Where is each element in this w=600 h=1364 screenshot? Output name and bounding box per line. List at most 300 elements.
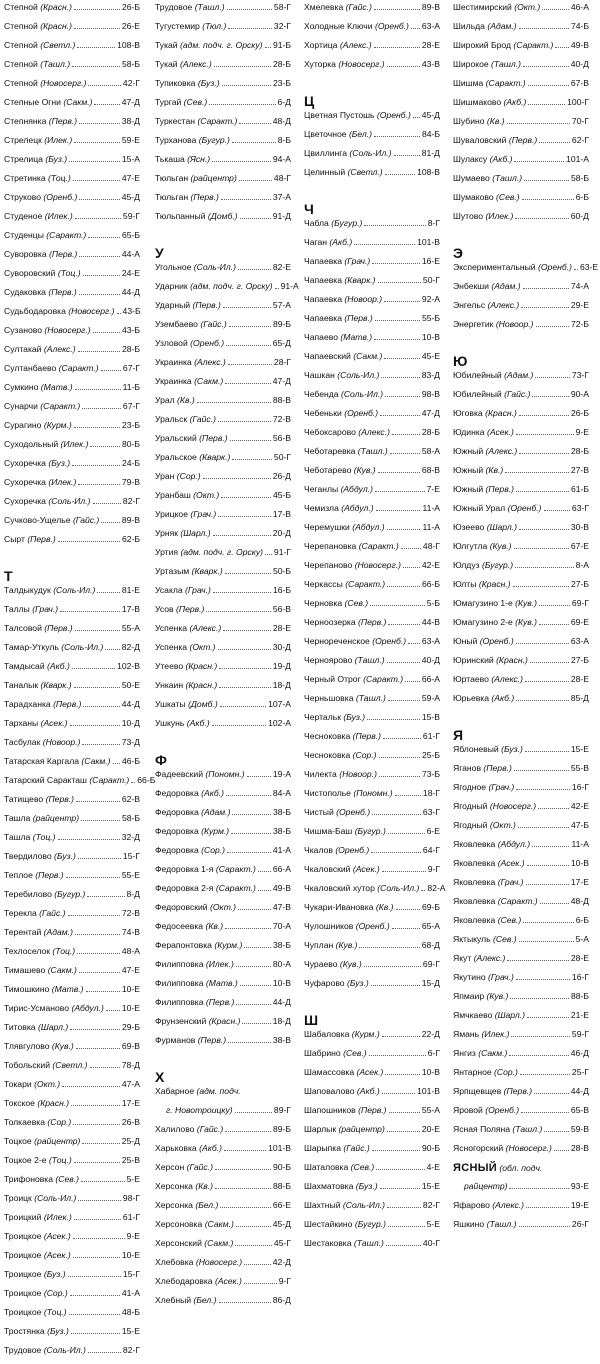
index-entry <box>453 896 589 915</box>
district-name: (Саракт.) <box>58 363 99 373</box>
district-name: (Новоор.) <box>495 319 534 329</box>
leader-dots <box>101 364 121 371</box>
index-entry <box>453 1067 589 1086</box>
leader-dots <box>87 890 124 897</box>
leader-dots <box>221 491 271 498</box>
map-grid-reference: 15-Е <box>421 1181 440 1191</box>
leader-dots <box>258 884 271 891</box>
map-grid-reference: 55-А <box>421 1105 440 1115</box>
place-name: Шарыпка <box>304 1143 341 1153</box>
place-name: Яковлевка <box>453 915 496 925</box>
place-name: Федоровский <box>155 902 208 912</box>
district-name: (Домб.) <box>188 699 218 709</box>
map-grid-reference: 6-Г <box>427 1048 440 1058</box>
district-name: (Илек.) <box>44 135 73 145</box>
index-entry <box>304 864 440 883</box>
place-name: Тюльпанный <box>155 211 206 221</box>
place-name: Султакай <box>4 344 42 354</box>
leader-dots <box>536 320 569 327</box>
district-name: (Кв.) <box>486 116 505 126</box>
district-name: (Гайс.) <box>345 2 372 12</box>
leader-dots <box>75 624 120 631</box>
district-name: (Бел.) <box>193 1295 217 1305</box>
leader-dots <box>73 174 120 181</box>
leader-dots <box>525 745 569 752</box>
leader-dots <box>519 409 569 416</box>
leader-dots <box>514 542 569 549</box>
district-name: (Буз.) <box>45 154 68 164</box>
map-grid-reference: 11-Б <box>122 382 140 392</box>
leader-dots <box>519 22 569 29</box>
leader-dots <box>510 992 569 999</box>
index-entry <box>453 262 599 281</box>
district-name: (Шарл.) <box>180 528 211 538</box>
district-name: (Гайс.) <box>200 319 227 329</box>
map-grid-reference: 63-А <box>570 636 589 646</box>
place-name: Федоровка <box>155 826 199 836</box>
leader-dots <box>76 795 120 802</box>
map-grid-reference: 69-Г <box>422 959 440 969</box>
section-letter: У <box>155 245 164 261</box>
index-entry <box>4 40 140 59</box>
index-entry <box>304 560 440 579</box>
leader-dots <box>542 3 569 10</box>
map-grid-reference: 47-Б <box>570 820 589 830</box>
district-name: (Бел.) <box>195 1200 219 1210</box>
index-entry <box>4 1060 140 1079</box>
map-grid-reference: 28-Г <box>273 357 291 367</box>
leader-dots <box>223 301 271 308</box>
place-name: Якут <box>453 953 472 963</box>
section-letter: Ц <box>304 93 315 109</box>
place-name: Талсовой <box>4 623 42 633</box>
place-name: Шубино <box>453 116 485 126</box>
place-name: Чураево <box>304 959 338 969</box>
map-grid-reference: 56-В <box>272 433 291 443</box>
leader-dots <box>372 257 420 264</box>
district-name: (Буз.) <box>43 1269 66 1279</box>
map-grid-reference: 82-Д <box>121 642 140 652</box>
index-entry <box>155 452 291 471</box>
index-entry <box>453 116 589 135</box>
leader-dots <box>526 1201 569 1208</box>
leader-dots <box>544 1125 568 1132</box>
leader-dots <box>516 783 570 790</box>
district-name: (Грач.) <box>190 509 217 519</box>
map-grid-reference: 10-Д <box>121 718 140 728</box>
district-name: (Красн.) <box>40 2 72 12</box>
leader-dots <box>374 41 420 48</box>
place-name: Шулаксу <box>453 154 488 164</box>
leader-dots <box>88 1346 121 1353</box>
map-grid-reference: 25-В <box>121 1155 140 1165</box>
place-name: Утеево <box>155 661 184 671</box>
place-name: Сухоречка <box>4 458 46 468</box>
index-entry <box>155 642 291 661</box>
index-entry <box>4 1022 140 1041</box>
index-entry <box>155 173 291 192</box>
place-name: Стретинка <box>4 173 46 183</box>
leader-dots <box>225 377 271 384</box>
place-name: Ташла <box>4 813 31 823</box>
place-name: Шумаево <box>453 173 490 183</box>
map-grid-reference: 89-В <box>121 515 140 525</box>
district-name: (адм. подч. г. Орску) <box>180 547 263 557</box>
index-entry <box>453 655 589 674</box>
leader-dots <box>387 523 421 530</box>
place-name: Черепаново <box>304 560 353 570</box>
leader-dots <box>519 1220 570 1227</box>
leader-dots <box>538 802 569 809</box>
place-name: Яковлевка <box>453 839 496 849</box>
district-name: (Перв.) <box>48 287 77 297</box>
district-name: г. Новотроицку) <box>166 1105 233 1115</box>
place-name: Сузаново <box>4 325 42 335</box>
index-entry <box>155 509 291 528</box>
map-grid-reference: 85-Д <box>570 693 589 703</box>
place-name: Хортица <box>304 40 338 50</box>
leader-dots <box>258 865 271 872</box>
district-name: (Оренб.) <box>335 845 370 855</box>
index-entry <box>4 1003 140 1022</box>
district-name: (адм. подч. г. Орску) <box>190 281 273 291</box>
map-grid-reference: 38-Б <box>272 940 291 950</box>
leader-dots <box>392 922 420 929</box>
map-grid-reference: 61-Г <box>422 731 440 741</box>
district-name: (Ташл.) <box>357 446 388 456</box>
district-name: (Окт.) <box>189 642 216 652</box>
place-name: Турханова <box>155 135 197 145</box>
map-grid-reference: 44-Д <box>121 287 140 297</box>
map-grid-reference: 45-Д <box>272 1219 291 1229</box>
place-name: Уральский <box>155 433 197 443</box>
leader-dots <box>240 212 271 219</box>
district-name: (Илек.) <box>48 477 77 487</box>
map-grid-reference: 37-А <box>272 192 291 202</box>
leader-dots <box>535 371 570 378</box>
leader-dots <box>364 219 425 226</box>
district-name: (Гайс.) <box>39 908 66 918</box>
index-entry <box>453 617 589 636</box>
place-name: Чернореченское <box>304 636 370 646</box>
map-grid-reference: 44-Д <box>121 699 140 709</box>
place-name: Шестаковка <box>304 1238 352 1248</box>
place-name: Шахматовка <box>304 1181 354 1191</box>
place-name: Юртаево <box>453 674 489 684</box>
map-grid-reference: 10-Е <box>121 1003 140 1013</box>
district-name: (Новосерг.) <box>354 560 401 570</box>
index-entry <box>304 1067 440 1086</box>
leader-dots <box>228 358 272 365</box>
index-entry <box>155 376 291 395</box>
place-name: Шишма <box>453 78 484 88</box>
district-name: (Перв.) <box>199 433 228 443</box>
district-name: (Окт.) <box>514 2 541 12</box>
district-name: (Новосерг.) <box>489 801 537 811</box>
index-entry <box>453 154 589 173</box>
map-grid-reference: 28-Б <box>421 427 440 437</box>
index-entry <box>453 97 589 116</box>
district-name: (Перв.) <box>358 617 387 627</box>
index-entry <box>453 1048 589 1067</box>
map-grid-reference: 100-Г <box>567 97 589 107</box>
index-entry <box>4 680 140 699</box>
map-grid-reference: 89-В <box>421 2 440 12</box>
index-entry <box>155 338 291 357</box>
place-name: Черный Отрог <box>304 674 361 684</box>
map-grid-reference: 66-Б <box>421 579 440 589</box>
index-column-2 <box>155 2 299 1314</box>
section-letter: Т <box>4 568 13 584</box>
index-entry <box>453 1143 589 1162</box>
index-entry <box>453 560 589 579</box>
leader-dots <box>530 656 569 663</box>
leader-dots <box>401 542 421 549</box>
district-name: (Асек.) <box>43 1231 71 1241</box>
index-entry <box>155 211 291 230</box>
map-grid-reference: 8-А <box>575 560 589 570</box>
leader-dots <box>72 459 120 466</box>
place-name: Филипповка <box>155 997 204 1007</box>
index-entry <box>304 1219 440 1238</box>
map-grid-reference: 40-Г <box>422 1238 440 1248</box>
leader-dots <box>79 288 120 295</box>
place-name: Чуфарово <box>304 978 345 988</box>
leader-dots <box>369 1049 426 1056</box>
place-name: Угольное <box>155 262 192 272</box>
index-entry <box>4 585 140 604</box>
index-entry <box>155 566 291 585</box>
place-name: Хлебодаровка <box>155 1276 213 1286</box>
leader-dots <box>220 700 266 707</box>
district-name: (Саракт.) <box>197 116 238 126</box>
leader-dots <box>230 434 271 441</box>
place-name: Юринский <box>453 655 494 665</box>
leader-dots <box>540 897 569 904</box>
leader-dots <box>394 149 420 156</box>
place-name: Южный <box>453 465 484 475</box>
leader-dots <box>106 1004 120 1011</box>
map-grid-reference: 101-А <box>566 154 589 164</box>
index-entry <box>4 623 140 642</box>
place-name: Яковлевка <box>453 858 496 868</box>
index-entry <box>453 300 589 319</box>
district-name: (Илек.) <box>44 211 73 221</box>
district-name: (Соль-Ил.) <box>48 496 91 506</box>
map-grid-reference: 60-Д <box>570 211 589 221</box>
leader-dots <box>94 98 119 105</box>
index-entry <box>4 699 140 718</box>
place-name: Чкаловский <box>304 864 351 874</box>
index-entry <box>453 173 589 192</box>
index-entry <box>304 902 440 921</box>
place-name: Тоцкое 2-е <box>4 1155 47 1165</box>
district-name: (Адам.) <box>43 927 73 937</box>
place-name: Шестайкино <box>304 1219 353 1229</box>
leader-dots <box>514 155 564 162</box>
map-grid-reference: 72-Б <box>570 319 589 329</box>
district-name: (Адам.) <box>504 370 534 380</box>
map-grid-reference: 26-Г <box>571 1219 589 1229</box>
index-entry <box>155 902 291 921</box>
place-name: Федоровка <box>155 845 199 855</box>
map-grid-reference: 58-Б <box>570 173 589 183</box>
map-grid-reference: 69-В <box>121 1041 140 1051</box>
map-grid-reference: 62-Б <box>121 534 140 544</box>
index-entry <box>453 693 589 712</box>
index-entry <box>453 1086 589 1105</box>
map-grid-reference: 41-А <box>272 845 291 855</box>
place-name: Украинка <box>155 376 192 386</box>
district-name: (Кув.) <box>515 617 538 627</box>
leader-dots <box>79 117 120 124</box>
district-name: (Саракт.) <box>513 40 554 50</box>
map-grid-reference: 27-Б <box>570 655 589 665</box>
district-name: (Соль-Ил.) <box>342 1200 386 1210</box>
leader-dots <box>117 307 121 314</box>
leader-dots <box>522 193 574 200</box>
place-name: Цветная Пустошь <box>304 110 375 120</box>
district-name: (Пономн.) <box>205 769 245 779</box>
place-name: Чкалов <box>304 845 333 855</box>
map-grid-reference: 65-Б <box>121 230 140 240</box>
map-grid-reference: 16-Е <box>421 256 440 266</box>
district-name: (Перв.) <box>344 313 373 323</box>
district-name: (Алекс.) <box>43 344 76 354</box>
district-name: (Ташл.) <box>194 2 225 12</box>
map-grid-reference: 88-В <box>272 395 291 405</box>
place-name: Таллы <box>4 604 30 614</box>
district-name: (Курм.) <box>43 420 72 430</box>
index-entry <box>155 154 291 173</box>
district-name: (Алекс.) <box>179 59 212 69</box>
district-name: (Саракт.) <box>215 883 256 893</box>
map-grid-reference: 17-Е <box>570 877 589 887</box>
map-grid-reference: 28-Б <box>121 344 140 354</box>
place-name: Сунарчи <box>4 401 38 411</box>
place-name: Усов <box>155 604 174 614</box>
district-name: (Акб.) <box>186 718 210 728</box>
place-name: Уральск <box>155 414 188 424</box>
place-name: Шабаловка <box>304 1029 350 1039</box>
leader-dots <box>382 1030 420 1037</box>
index-entry <box>453 839 589 858</box>
map-grid-reference: 61-Б <box>570 484 589 494</box>
district-name: (Соль-Ил.) <box>61 642 104 652</box>
index-entry <box>304 1181 440 1200</box>
map-grid-reference: 82-Г <box>422 1200 440 1210</box>
place-name: Троицкий <box>4 1212 42 1222</box>
map-grid-reference: 32-Д <box>121 832 140 842</box>
index-entry <box>453 972 589 991</box>
map-grid-reference: 11-А <box>571 839 589 849</box>
index-entry <box>4 515 140 534</box>
leader-dots <box>395 789 421 796</box>
leader-dots <box>197 396 271 403</box>
index-entry <box>453 522 589 541</box>
district-name: (Буз.) <box>48 458 71 468</box>
district-name: (Перв.) <box>49 249 78 259</box>
district-name: (Алекс.) <box>492 1200 524 1210</box>
place-name: Степной <box>4 78 38 88</box>
index-entry <box>304 826 440 845</box>
place-name: Хуторка <box>304 59 336 69</box>
leader-dots <box>82 1137 119 1144</box>
index-entry <box>155 1124 291 1143</box>
leader-dots <box>83 700 119 707</box>
leader-dots <box>507 954 568 961</box>
index-entry <box>304 807 440 826</box>
index-entry <box>4 1307 140 1326</box>
place-name: Уранбаш <box>155 490 191 500</box>
leader-dots <box>364 960 421 967</box>
index-entry <box>304 579 440 598</box>
place-name: Черепановка <box>304 541 357 551</box>
map-grid-reference: 44-Д <box>570 1086 589 1096</box>
district-name: (Асек.) <box>356 1067 384 1077</box>
leader-dots <box>209 98 275 105</box>
index-entry <box>4 420 140 439</box>
map-grid-reference: 68-Д <box>421 940 440 950</box>
index-entry <box>4 116 140 135</box>
map-grid-reference: 17-В <box>272 509 291 519</box>
index-entry <box>453 1181 589 1200</box>
map-grid-reference: 69-Е <box>570 617 589 627</box>
index-entry <box>155 845 291 864</box>
leader-dots <box>384 352 419 359</box>
place-name: Троицк <box>4 1193 32 1203</box>
map-grid-reference: 18-Д <box>272 1016 291 1026</box>
place-name: Чапаево <box>304 332 338 342</box>
map-grid-reference: 62-В <box>121 794 140 804</box>
index-entry <box>155 1219 291 1238</box>
district-name: (Сакм.) <box>478 1048 508 1058</box>
place-name: Урал <box>155 395 175 405</box>
district-name: (Матв.) <box>40 382 73 392</box>
leader-dots <box>387 580 420 587</box>
map-grid-reference: 11-А <box>422 522 440 532</box>
district-name: (Алекс.) <box>194 357 226 367</box>
leader-dots <box>75 383 121 390</box>
index-entry <box>304 351 440 370</box>
leader-dots <box>218 643 271 650</box>
index-entry <box>453 192 589 211</box>
place-name: Шаталовка <box>304 1162 349 1172</box>
place-name: Филипповка <box>155 959 204 969</box>
place-name: Холодные Ключи <box>304 21 373 31</box>
index-entry <box>453 934 589 953</box>
map-grid-reference: 55-Б <box>421 313 440 323</box>
index-entry <box>4 401 140 420</box>
map-grid-reference: 98-В <box>421 389 440 399</box>
index-entry <box>155 1181 291 1200</box>
district-name: (Ташл.) <box>354 655 385 665</box>
index-entry <box>453 763 589 782</box>
index-entry <box>155 680 291 699</box>
district-name: (Гайс.) <box>72 515 100 525</box>
district-name: (Акб.) <box>489 154 513 164</box>
leader-dots <box>518 821 569 828</box>
place-name: Филипповка <box>155 978 204 988</box>
map-grid-reference: 45-Д <box>421 110 440 120</box>
index-entry <box>155 433 291 452</box>
map-grid-reference: 43-Б <box>121 325 140 335</box>
district-name: (Новосерг.) <box>505 1143 552 1153</box>
district-name: (Кв.) <box>195 1181 214 1191</box>
place-name: Чебоксарово <box>304 427 356 437</box>
place-name: Шапошников <box>304 1105 356 1115</box>
index-entry <box>453 1010 589 1029</box>
